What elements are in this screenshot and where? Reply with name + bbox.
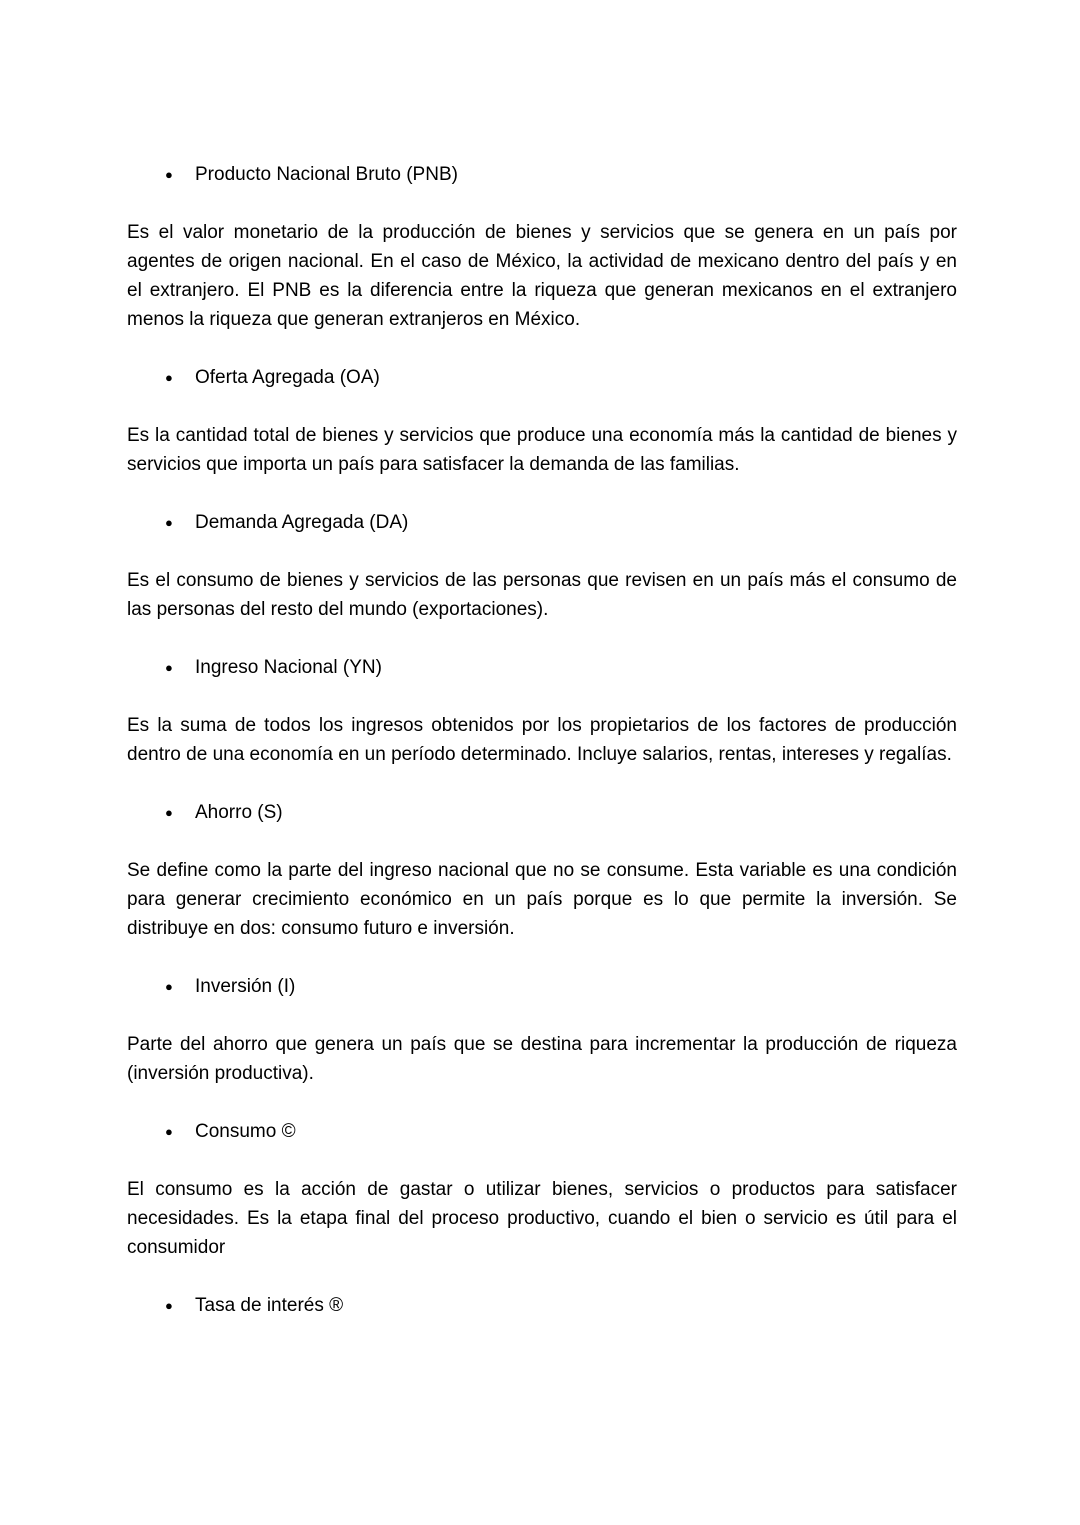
definition-paragraph: Es el consumo de bienes y servicios de las personas que revisen en un país más el consumo de las personas del resto del mundo (exportaciones). — [127, 570, 957, 620]
term-label: Tasa de interés ® — [195, 1295, 344, 1316]
bullet-icon: ● — [165, 979, 173, 994]
bullet-term-line — [127, 1291, 957, 1320]
bullet-term-line — [127, 363, 957, 392]
bullet-term-line — [127, 160, 957, 189]
definition-paragraph: Es el valor monetario de la producción de bienes y servicios que se genera en un país por agentes de origen nacional. En el caso de México, la actividad de mexicano dentro del país y en el extranjero. El PNB es la diferencia entre la riqueza que generan mexicanos en el extranjero menos la riqueza que generan extranjeros en México. — [127, 222, 957, 330]
bullet-icon: ● — [165, 167, 173, 182]
bullet-term-line — [127, 653, 957, 682]
bullet-term-line — [127, 798, 957, 827]
bullet-icon: ● — [165, 370, 173, 385]
definition-paragraph: Es la suma de todos los ingresos obtenidos por los propietarios de los factores de producción dentro de una economía en un período determinado. Incluye salarios, rentas, intereses y regalías. — [127, 715, 957, 765]
term-label: Ingreso Nacional (YN) — [195, 657, 382, 678]
bullet-term-line — [127, 508, 957, 537]
definition-paragraph: El consumo es la acción de gastar o utilizar bienes, servicios o productos para satisfacer necesidades. Es la etapa final del proceso productivo, cuando el bien o servicio es útil para el consumidor — [127, 1179, 957, 1258]
definition-paragraph: Se define como la parte del ingreso nacional que no se consume. Esta variable es una condición para generar crecimiento económico en un país porque es lo que permite la inversión. Se distribuye en dos: consumo futuro e inversión. — [127, 860, 957, 939]
term-label: Producto Nacional Bruto (PNB) — [195, 164, 458, 185]
bullet-icon: ● — [165, 1298, 173, 1313]
term-label: Demanda Agregada (DA) — [195, 512, 409, 533]
term-label: Ahorro (S) — [195, 802, 283, 823]
term-label: Consumo © — [195, 1121, 296, 1142]
definition-paragraph: Parte del ahorro que genera un país que se destina para incrementar la producción de riqueza (inversión productiva). — [127, 1034, 957, 1084]
term-label: Oferta Agregada (OA) — [195, 367, 380, 388]
term-label: Inversión (I) — [195, 976, 296, 997]
bullet-icon: ● — [165, 805, 173, 820]
bullet-icon: ● — [165, 660, 173, 675]
bullet-term-line — [127, 972, 957, 1001]
bullet-icon: ● — [165, 1124, 173, 1139]
bullet-icon: ● — [165, 515, 173, 530]
bullet-term-line — [127, 1117, 957, 1146]
definition-paragraph: Es la cantidad total de bienes y servicios que produce una economía más la cantidad de bienes y servicios que importa un país para satisfacer la demanda de las familias. — [127, 425, 957, 475]
